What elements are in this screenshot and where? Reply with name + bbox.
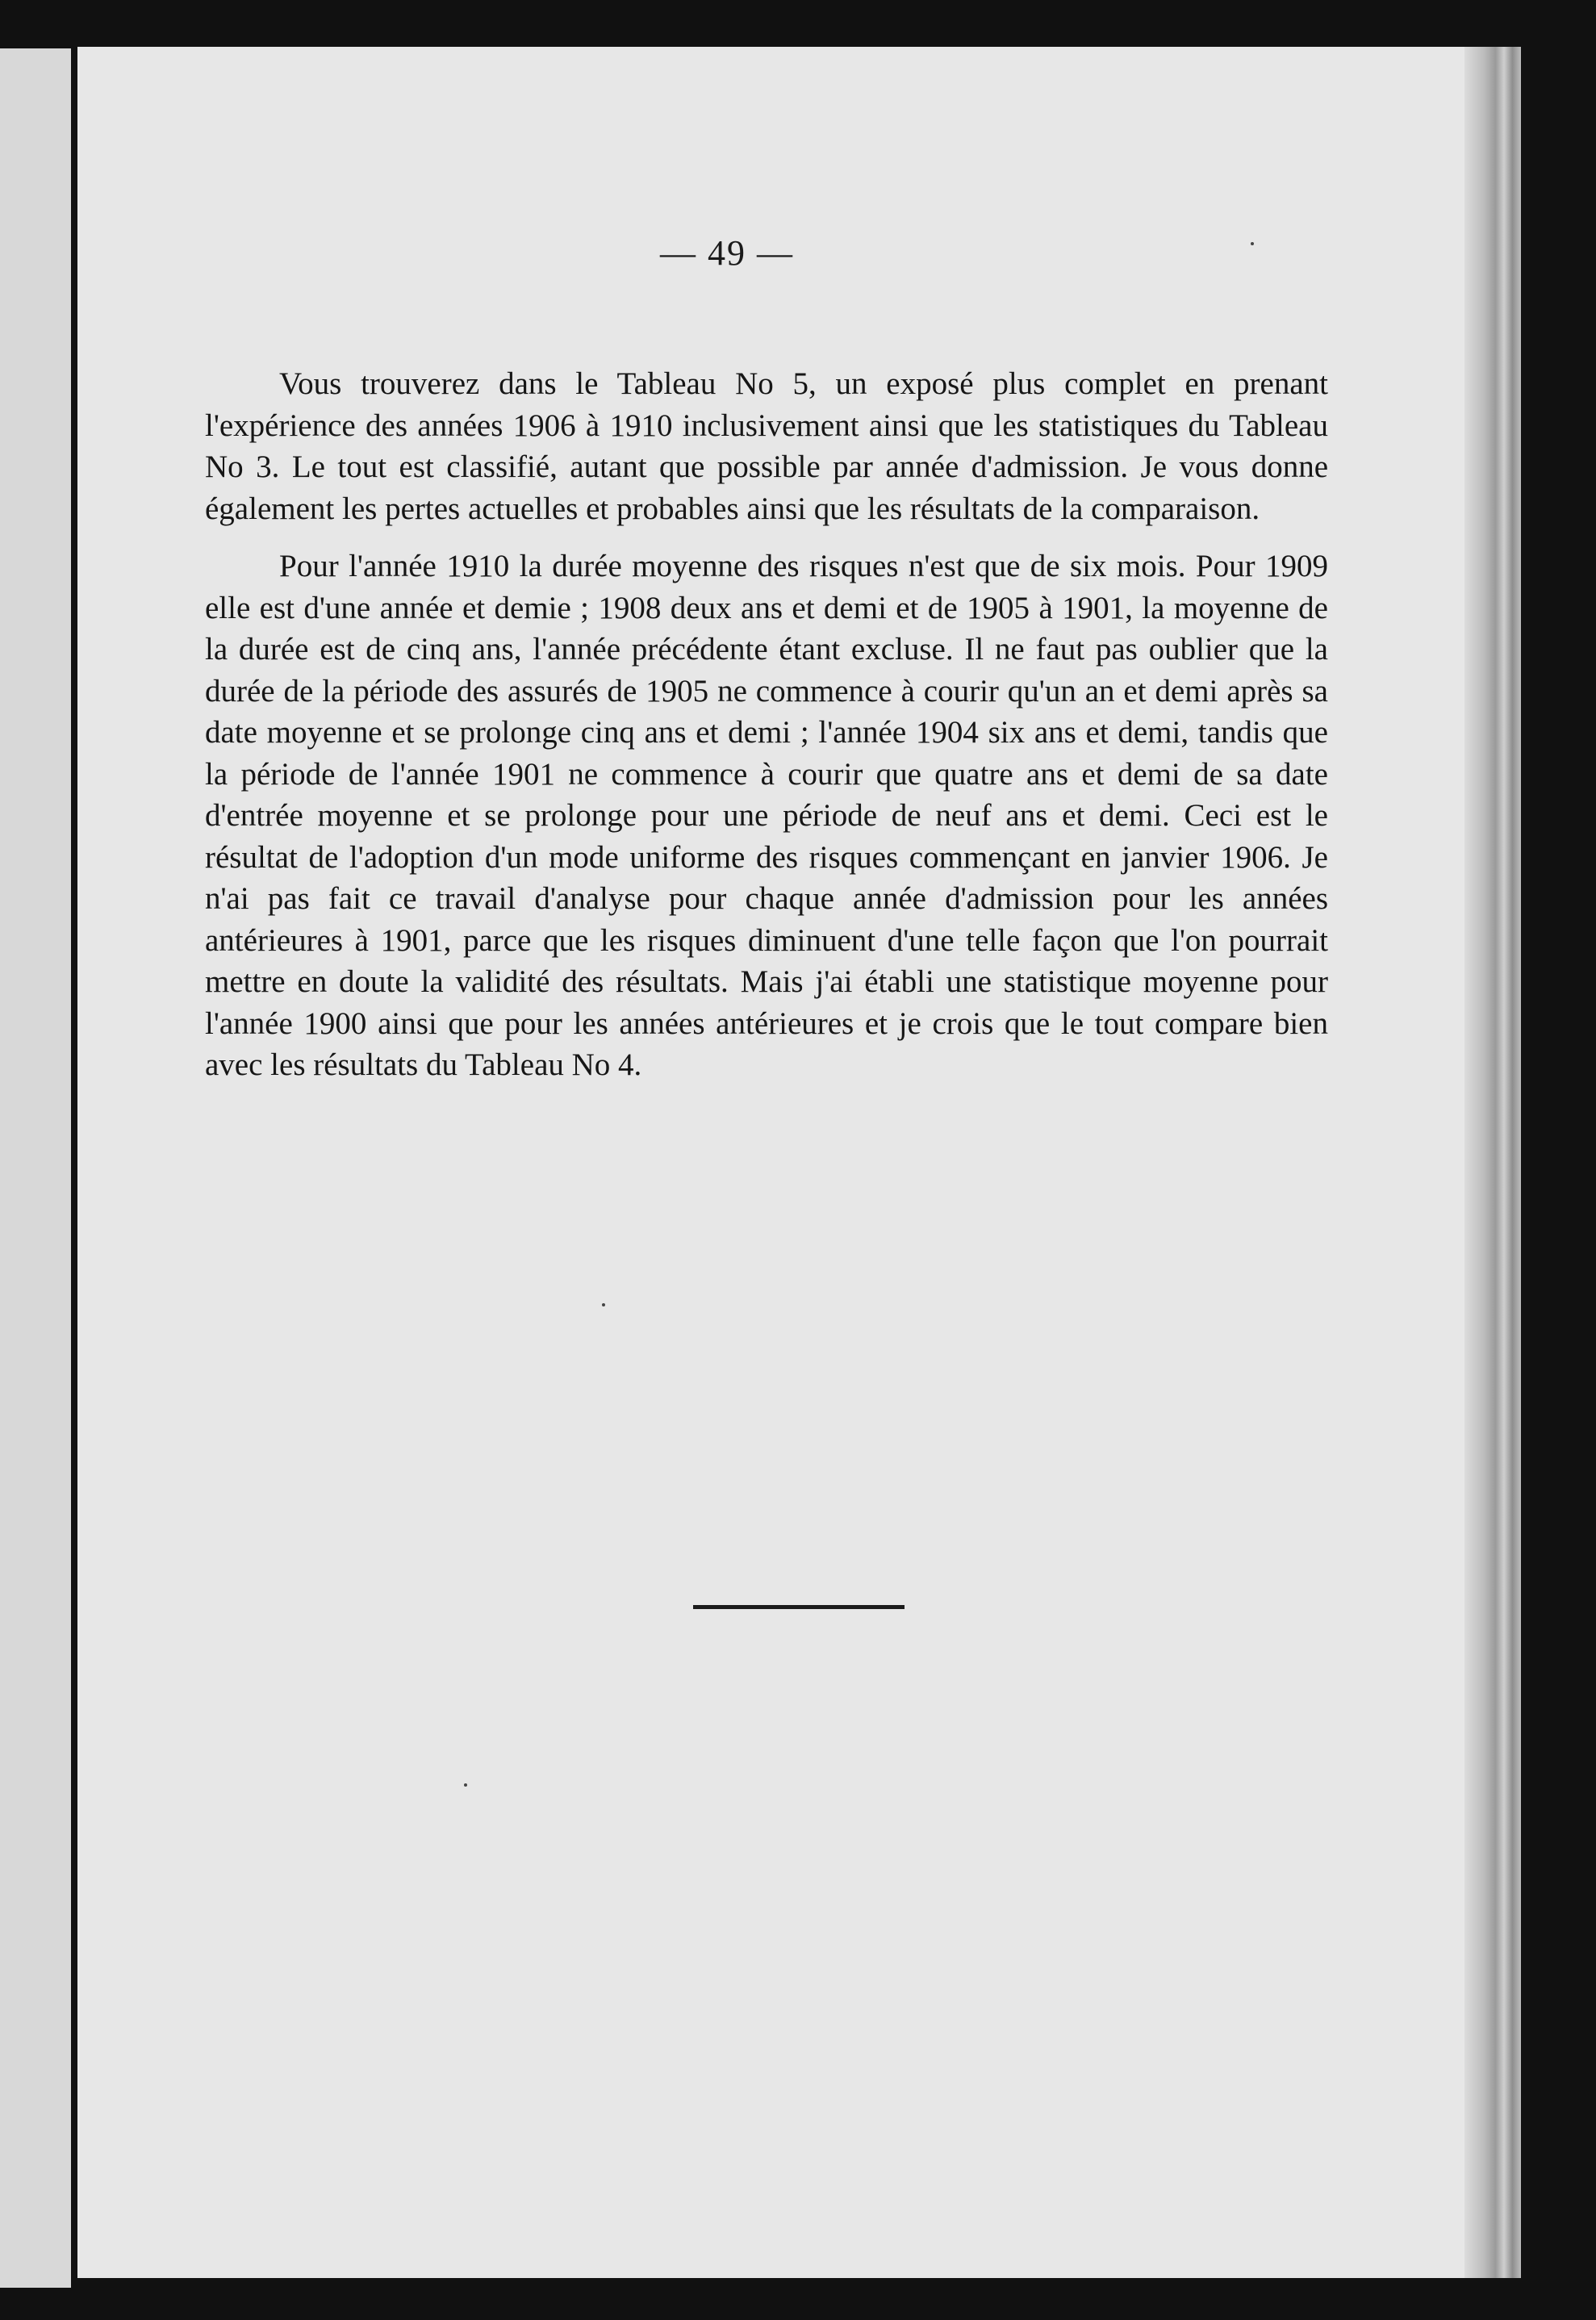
scan-speck <box>1251 242 1254 245</box>
paragraph-1: Vous trouverez dans le Tableau No 5, un exposé plus complet en prenant l'expérience des années 1906 à 1910 inclusivement ainsi que les statistiques du Tableau No 3. Le tout est classifié, autant que possible par année d'admission. Je vous donne également les pertes actuelles et probables ainsi que les résultats de la comparaison. <box>205 366 1328 526</box>
body-text <box>205 363 1328 1102</box>
page-number: — 49 — <box>660 233 794 273</box>
scan-speck <box>602 1303 605 1306</box>
adjacent-page-edge <box>0 48 71 2288</box>
paragraph-2: Pour l'année 1910 la durée moyenne des risques n'est que de six mois. Pour 1909 elle est d'une année et demie ; 1908 deux ans et demi et de 1905 à 1901, la moyenne de la durée est de cinq ans, l'année précédente étant exclusе. Il ne faut pas oublier que la durée de la période des assurés de 1905 ne commence à courir qu'un an et demi après sa date moyenne et se prolonge cinq ans et demi ; l'année 1904 six ans et demi, tandis que la période de l'année 1901 ne commence à courir que quatre ans et demi de sa date d'entrée moyenne et se prolonge pour une période de neuf ans et demi. Ceci est le résultat de l'adoption d'un mode uniforme des risques commençant en janvier 1906. Je n'ai pas fait ce travail d'analyse pour chaque année d'admission pour les années antérieures à 1901, parce que les risques diminuent d'une telle façon que l'on pourrait mettre en doute la validité des résultats. Mais j'ai établi une statistique moyenne pour l'année 1900 ainsi que pour les années antérieures et je crois que le tout compare bien avec les résultats du Tableau No 4. <box>205 549 1328 1082</box>
book-fore-edge <box>1464 47 1521 2278</box>
scanned-page <box>77 47 1519 2278</box>
scan-speck <box>464 1783 467 1787</box>
section-end-rule <box>693 1605 905 1609</box>
